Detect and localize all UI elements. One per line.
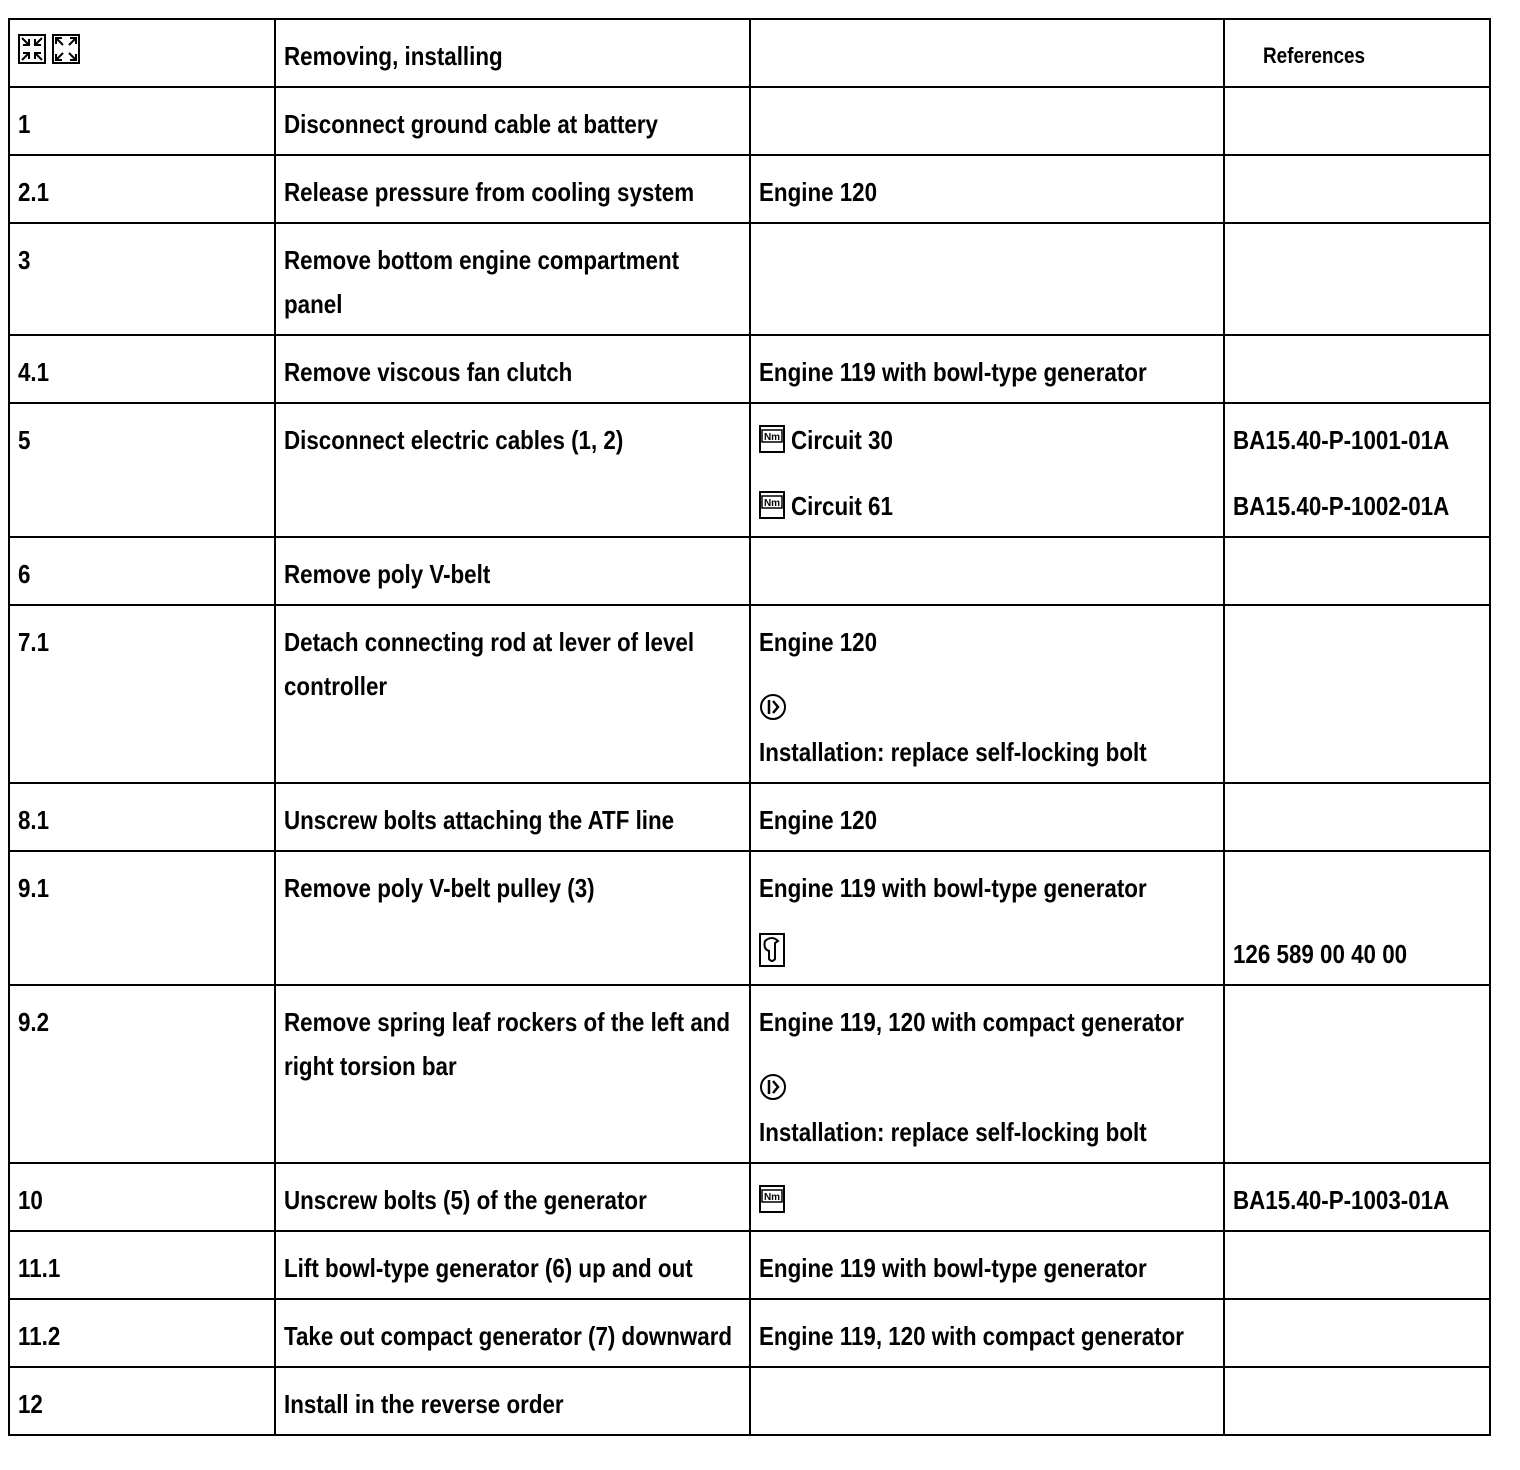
torque-nm-icon	[759, 491, 785, 519]
note-line	[759, 620, 1215, 686]
step-number: 1	[18, 109, 31, 139]
references-cell	[1224, 985, 1490, 1163]
step-cell	[9, 335, 275, 403]
step-number: 11.1	[18, 1253, 61, 1283]
svg-text:Nm: Nm	[763, 1192, 781, 1203]
notes-cell	[750, 783, 1224, 851]
references-cell	[1224, 537, 1490, 605]
action-text: Lift bowl-type generator (6) up and out	[283, 1253, 693, 1283]
references-cell	[1224, 783, 1490, 851]
notes-cell	[750, 223, 1224, 335]
note-text: Engine 119 with bowl-type generator	[759, 1253, 1147, 1283]
svg-text:Nm: Nm	[763, 498, 781, 509]
note-line	[759, 1314, 1215, 1358]
table-row	[9, 403, 1490, 537]
action-cell	[275, 223, 750, 335]
action-text: Detach connecting rod at lever of level controller	[283, 627, 694, 701]
note-text: Engine 119, 120 with compact generator	[759, 1007, 1185, 1037]
action-text: Remove poly V-belt pulley (3)	[283, 873, 595, 903]
reference-line	[1233, 1178, 1481, 1222]
table-row	[9, 1231, 1490, 1299]
action-text: Remove poly V-belt	[283, 559, 491, 589]
action-text: Release pressure from cooling system	[283, 177, 694, 207]
table-row	[9, 985, 1490, 1163]
header-icons-cell	[9, 19, 275, 87]
notes-cell	[750, 985, 1224, 1163]
step-cell	[9, 1367, 275, 1435]
notes-cell	[750, 605, 1224, 783]
action-cell	[275, 1299, 750, 1367]
step-cell	[9, 223, 275, 335]
step-cell	[9, 87, 275, 155]
step-cell	[9, 155, 275, 223]
action-text: Remove spring leaf rockers of the left and right torsion bar	[283, 1007, 730, 1081]
action-cell	[275, 335, 750, 403]
table-row	[9, 87, 1490, 155]
step-number: 11.2	[18, 1321, 61, 1351]
table-row	[9, 1163, 1490, 1231]
note-text: Installation: replace self-locking bolt	[759, 737, 1147, 767]
reference-link[interactable]: BA15.40-P-1001-01A	[1233, 425, 1450, 455]
notes-cell	[750, 87, 1224, 155]
note-text: Engine 120	[759, 805, 878, 835]
notes-cell	[750, 1231, 1224, 1299]
action-cell	[275, 87, 750, 155]
table-row	[9, 1367, 1490, 1435]
references-cell	[1224, 403, 1490, 537]
action-cell	[275, 985, 750, 1163]
step-number: 3	[18, 245, 31, 275]
note-text: Engine 120	[759, 177, 878, 207]
action-cell	[275, 155, 750, 223]
table-row	[9, 335, 1490, 403]
note-line	[759, 170, 1215, 214]
notes-cell	[750, 851, 1224, 985]
step-number: 8.1	[18, 805, 50, 835]
note-line	[759, 932, 1215, 976]
installation-note-icon	[759, 1073, 787, 1101]
notes-cell	[750, 403, 1224, 537]
table-row	[9, 155, 1490, 223]
table-row	[9, 1299, 1490, 1367]
header-references-cell	[1224, 19, 1490, 87]
step-cell	[9, 403, 275, 537]
reference-link[interactable]: BA15.40-P-1002-01A	[1233, 491, 1450, 521]
action-text: Disconnect electric cables (1, 2)	[283, 425, 624, 455]
note-line	[759, 484, 1215, 528]
notes-cell	[750, 1299, 1224, 1367]
header-row	[9, 19, 1490, 87]
step-cell	[9, 1231, 275, 1299]
notes-cell	[750, 1367, 1224, 1435]
reference-line	[1233, 932, 1481, 976]
note-line	[759, 798, 1215, 842]
step-cell	[9, 851, 275, 985]
header-references: References	[1263, 43, 1366, 68]
references-cell	[1224, 851, 1490, 985]
action-cell	[275, 1163, 750, 1231]
notes-cell	[750, 335, 1224, 403]
remove-icon	[18, 34, 46, 64]
table-row	[9, 537, 1490, 605]
special-tool-icon	[759, 933, 785, 967]
note-line	[759, 686, 1215, 767]
action-text: Take out compact generator (7) downward	[283, 1321, 732, 1351]
notes-cell	[750, 537, 1224, 605]
step-cell	[9, 1163, 275, 1231]
note-line	[759, 418, 1215, 484]
action-text: Remove bottom engine compartment panel	[283, 245, 679, 319]
table-row	[9, 851, 1490, 985]
action-text: Remove viscous fan clutch	[283, 357, 573, 387]
step-number: 7.1	[18, 627, 50, 657]
note-line	[759, 1000, 1215, 1066]
action-text: Install in the reverse order	[283, 1389, 564, 1419]
table-row	[9, 223, 1490, 335]
step-cell	[9, 605, 275, 783]
action-text: Disconnect ground cable at battery	[283, 109, 658, 139]
step-cell	[9, 1299, 275, 1367]
references-cell	[1224, 1367, 1490, 1435]
step-number: 4.1	[18, 357, 50, 387]
step-number: 9.2	[18, 1007, 50, 1037]
references-cell	[1224, 1163, 1490, 1231]
action-text: Unscrew bolts (5) of the generator	[283, 1185, 647, 1215]
table-row	[9, 605, 1490, 783]
header-col3-cell	[750, 19, 1224, 87]
step-cell	[9, 537, 275, 605]
action-cell	[275, 1231, 750, 1299]
note-line	[759, 866, 1215, 932]
action-cell	[275, 783, 750, 851]
note-text: Circuit 61	[791, 491, 893, 521]
step-cell	[9, 783, 275, 851]
note-text: Engine 120	[759, 627, 878, 657]
reference-link[interactable]: 126 589 00 40 00	[1233, 939, 1408, 969]
note-line	[759, 1178, 1215, 1222]
references-cell	[1224, 87, 1490, 155]
note-line	[759, 350, 1215, 394]
notes-cell	[750, 155, 1224, 223]
header-title: Removing, installing	[283, 41, 503, 71]
action-cell	[275, 1367, 750, 1435]
step-number: 5	[18, 425, 31, 455]
action-cell	[275, 605, 750, 783]
action-cell	[275, 403, 750, 537]
references-cell	[1224, 155, 1490, 223]
action-cell	[275, 537, 750, 605]
action-text: Unscrew bolts attaching the ATF line	[283, 805, 674, 835]
note-line	[759, 1066, 1215, 1147]
references-cell	[1224, 335, 1490, 403]
table-row	[9, 783, 1490, 851]
reference-line	[1233, 484, 1481, 528]
step-cell	[9, 985, 275, 1163]
reference-link[interactable]: BA15.40-P-1003-01A	[1233, 1185, 1450, 1215]
step-number: 10	[18, 1185, 43, 1215]
installation-note-icon	[759, 693, 787, 721]
notes-cell	[750, 1163, 1224, 1231]
note-text: Installation: replace self-locking bolt	[759, 1117, 1147, 1147]
header-title-cell	[275, 19, 750, 87]
note-text: Engine 119, 120 with compact generator	[759, 1321, 1185, 1351]
note-text: Engine 119 with bowl-type generator	[759, 357, 1147, 387]
step-number: 6	[18, 559, 31, 589]
references-cell	[1224, 1231, 1490, 1299]
install-icon	[52, 34, 80, 64]
note-text: Circuit 30	[791, 425, 893, 455]
note-text: Engine 119 with bowl-type generator	[759, 873, 1147, 903]
step-number: 2.1	[18, 177, 50, 207]
torque-nm-icon	[759, 1185, 785, 1213]
procedure-table	[8, 18, 1491, 1436]
step-number: 9.1	[18, 873, 50, 903]
step-number: 12	[18, 1389, 43, 1419]
references-cell	[1224, 605, 1490, 783]
references-cell	[1224, 1299, 1490, 1367]
references-cell	[1224, 223, 1490, 335]
torque-nm-icon	[759, 425, 785, 453]
note-line	[759, 1246, 1215, 1290]
action-cell	[275, 851, 750, 985]
reference-line	[1233, 418, 1481, 484]
svg-text:Nm: Nm	[763, 432, 781, 443]
